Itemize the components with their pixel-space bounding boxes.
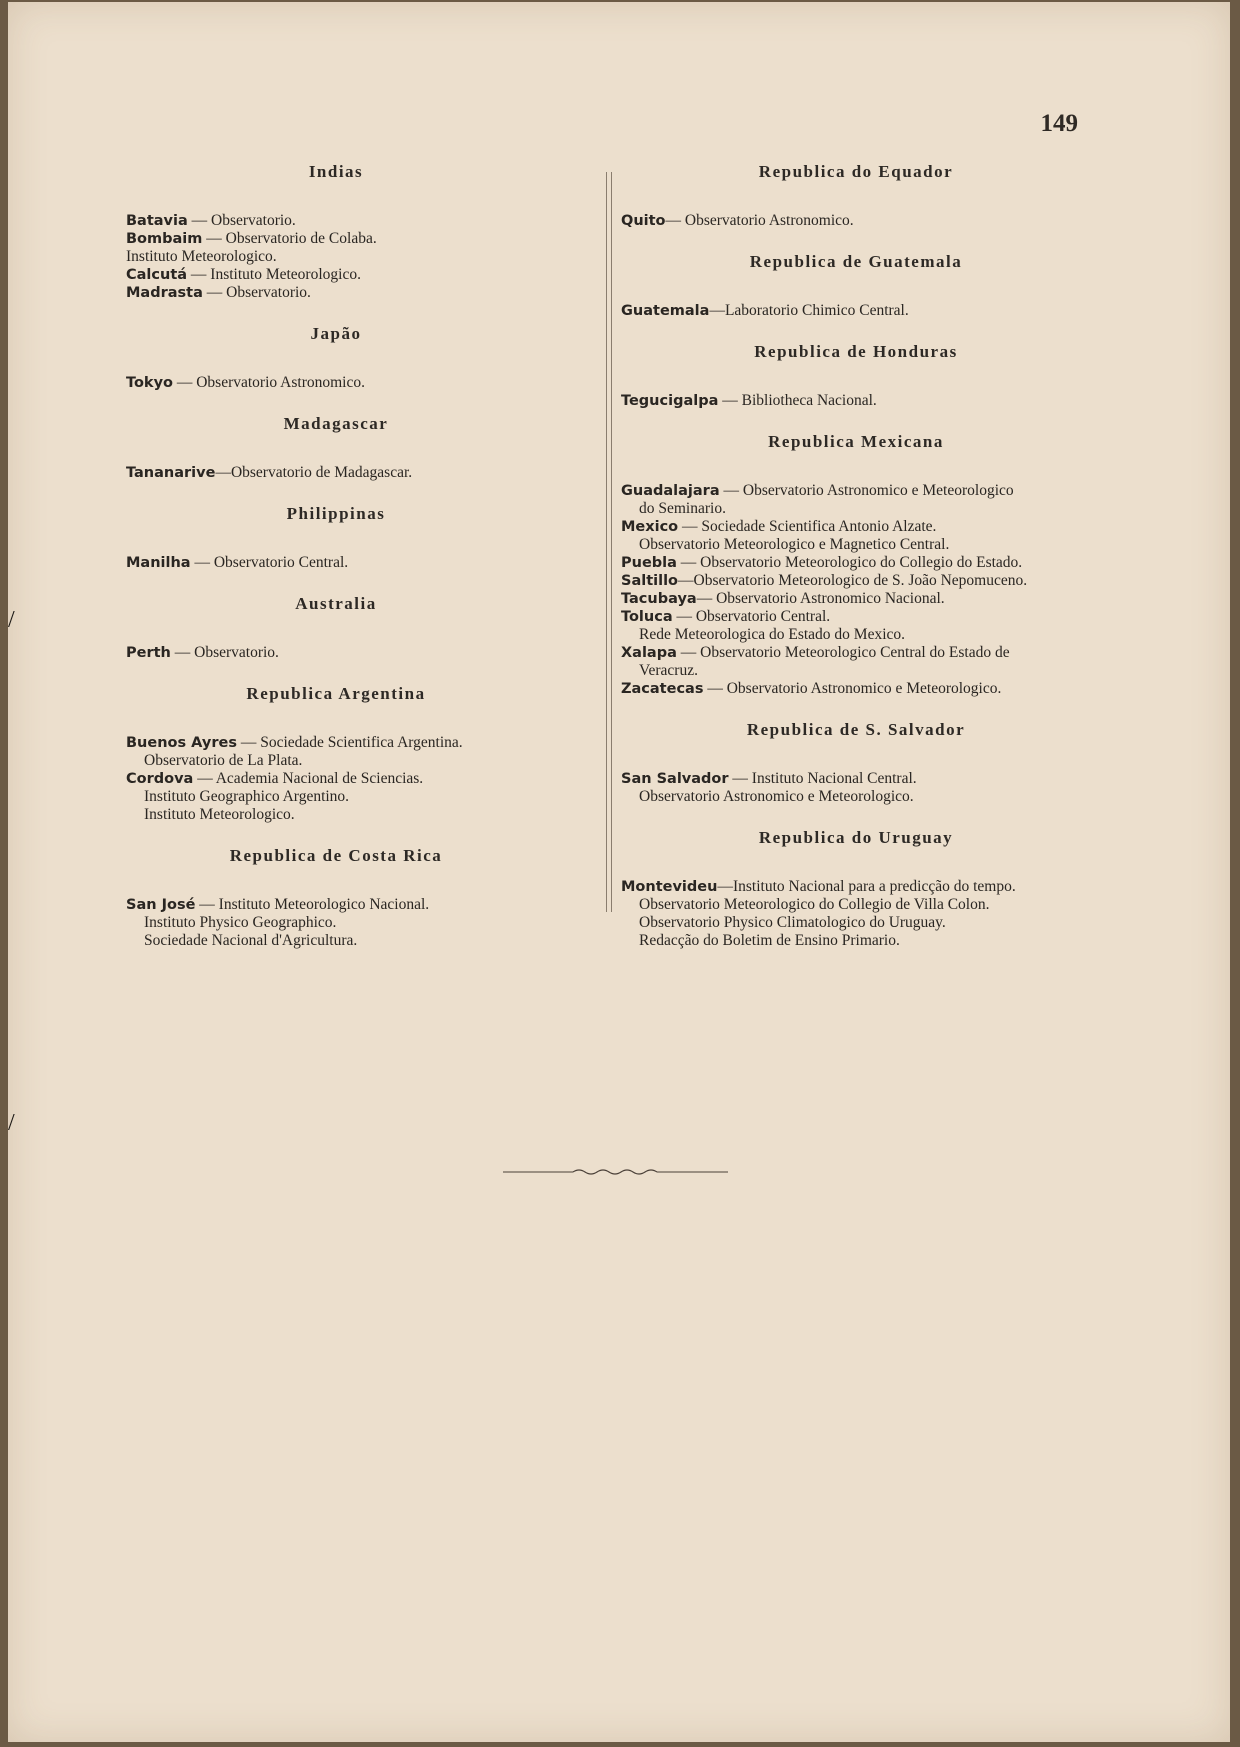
section-title: Indias (308, 162, 364, 181)
section (126, 846, 546, 950)
institution-text: Veracruz. (639, 662, 698, 679)
place-name: Madrasta (126, 285, 203, 301)
section-title: Republica Argentina (246, 684, 426, 703)
place-name: Guatemala (621, 303, 710, 319)
entry-line (621, 626, 1091, 644)
institution-text: —Instituto Nacional para a predicção do tempo. (717, 878, 1016, 895)
place-name: Perth (126, 645, 171, 661)
institution-text: — Observatorio Meteorologico do Collegio do Estado. (676, 554, 1023, 571)
document-page (8, 2, 1230, 1742)
entry-line (621, 770, 1091, 788)
entry-line (621, 608, 1091, 626)
entry-line (126, 284, 546, 302)
place-name: Cordova (126, 771, 194, 787)
place-name: Tokyo (126, 375, 173, 391)
place-name: San Salvador (621, 771, 729, 787)
section (621, 432, 1091, 698)
section (621, 720, 1091, 806)
institution-text: — Observatorio. (202, 284, 311, 301)
place-name: Montevideu (621, 879, 718, 895)
place-name: Bombaim (126, 231, 203, 247)
section (126, 162, 546, 302)
section (126, 414, 546, 482)
place-name: Saltillo (621, 573, 679, 589)
entry-line (621, 878, 1091, 896)
institution-text: — Observatorio Astronomico. (665, 212, 854, 229)
section (126, 684, 546, 824)
section (126, 594, 546, 662)
section-title: Australia (295, 594, 377, 613)
entry-line (126, 464, 546, 482)
column-divider (606, 172, 612, 912)
institution-text: — Observatorio Meteorologico Central do Estado de (676, 644, 1010, 661)
institution-text: Observatorio de La Plata. (144, 752, 303, 769)
entry-line (126, 248, 546, 266)
entry-line (621, 572, 1091, 590)
end-ornament (503, 1162, 728, 1182)
entry-line (126, 752, 546, 770)
entry-line (126, 914, 546, 932)
entry-line (621, 536, 1091, 554)
place-name: Mexico (621, 519, 679, 535)
institution-text: Observatorio Physico Climatologico do Uruguay. (639, 914, 946, 931)
entry-line (126, 734, 546, 752)
institution-text: Rede Meteorologica do Estado do Mexico. (639, 626, 906, 643)
entry-line (621, 482, 1091, 500)
entry-line (621, 662, 1091, 680)
place-name: Tacubaya (621, 591, 697, 607)
entry-line (621, 518, 1091, 536)
entry-line (621, 392, 1091, 410)
institution-text: — Sociedade Scientifica Antonio Alzate. (678, 518, 937, 535)
entry-line (126, 788, 546, 806)
entry-line (621, 932, 1091, 950)
place-name: Calcutá (126, 267, 188, 283)
institution-text: — Observatorio de Colaba. (202, 230, 377, 247)
institution-text: Redacção do Boletim de Ensino Primario. (639, 932, 900, 949)
institution-text: — Academia Nacional de Sciencias. (193, 770, 424, 787)
institution-text: Instituto Meteorologico. (126, 248, 277, 265)
institution-text: Sociedade Nacional d'Agricultura. (144, 932, 358, 949)
entry-line (621, 500, 1091, 518)
left-column (126, 162, 546, 972)
institution-text: — Instituto Nacional Central. (728, 770, 917, 787)
institution-text: Observatorio Meteorologico do Collegio de Villa Colon. (639, 896, 990, 913)
section-title: Philippinas (286, 504, 386, 523)
place-name: San José (126, 897, 196, 913)
entry-line (126, 266, 546, 284)
institution-text: — Bibliotheca Nacional. (718, 392, 877, 409)
entry-line (621, 788, 1091, 806)
institution-text: Instituto Physico Geographico. (144, 914, 337, 931)
institution-text: — Observatorio Astronomico e Meteorologico. (703, 680, 1002, 697)
entry-line (621, 302, 1091, 320)
institution-text: — Observatorio Astronomico e Meteorologico (719, 482, 1014, 499)
section (126, 504, 546, 572)
entry-line (126, 644, 546, 662)
margin-mark: / (8, 607, 15, 633)
section-title: Republica de Guatemala (749, 252, 963, 271)
section-title: Japão (310, 324, 362, 343)
section-title: Republica de Costa Rica (229, 846, 443, 865)
entry-line (126, 212, 546, 230)
section-title: Republica de S. Salvador (746, 720, 966, 739)
entry-line (621, 680, 1091, 698)
institution-text: — Observatorio. (170, 644, 279, 661)
section (621, 828, 1091, 950)
right-column (621, 162, 1091, 972)
section-title: Republica do Equador (758, 162, 954, 181)
place-name: Guadalajara (621, 483, 720, 499)
entry-line (126, 230, 546, 248)
place-name: Buenos Ayres (126, 735, 237, 751)
entry-line (126, 806, 546, 824)
entry-line (126, 932, 546, 950)
entry-line (126, 896, 546, 914)
institution-text: do Seminario. (639, 500, 726, 517)
entry-line (621, 590, 1091, 608)
margin-mark: / (8, 1110, 15, 1136)
section-title: Madagascar (283, 414, 389, 433)
entry-line (621, 914, 1091, 932)
institution-text: —Observatorio Meteorologico de S. João Nepomuceno. (678, 572, 1028, 589)
institution-text: — Observatorio Astronomico Nacional. (696, 590, 945, 607)
institution-text: —Laboratorio Chimico Central. (709, 302, 909, 319)
section-title: Republica de Honduras (754, 342, 958, 361)
place-name: Toluca (621, 609, 673, 625)
place-name: Tegucigalpa (621, 393, 719, 409)
place-name: Zacatecas (621, 681, 704, 697)
institution-text: — Observatorio. (187, 212, 296, 229)
place-name: Tananarive (126, 465, 216, 481)
place-name: Puebla (621, 555, 677, 571)
section (621, 342, 1091, 410)
entry-line (126, 554, 546, 572)
section (126, 324, 546, 392)
section-title: Republica do Uruguay (758, 828, 954, 847)
institution-text: — Sociedade Scientifica Argentina. (236, 734, 463, 751)
place-name: Xalapa (621, 645, 677, 661)
page-number: 149 (1040, 110, 1078, 137)
entry-line (126, 770, 546, 788)
institution-text: — Instituto Meteorologico. (187, 266, 361, 283)
entry-line (126, 374, 546, 392)
institution-text: Instituto Geographico Argentino. (144, 788, 350, 805)
institution-text: —Observatorio de Madagascar. (215, 464, 413, 481)
entry-line (621, 896, 1091, 914)
section (621, 162, 1091, 230)
institution-text: — Instituto Meteorologico Nacional. (195, 896, 430, 913)
place-name: Batavia (126, 213, 188, 229)
entry-line (621, 212, 1091, 230)
institution-text: — Observatorio Astronomico. (172, 374, 365, 391)
institution-text: Instituto Meteorologico. (144, 806, 295, 823)
institution-text: Observatorio Astronomico e Meteorologico. (639, 788, 914, 805)
institution-text: Observatorio Meteorologico e Magnetico Central. (639, 536, 950, 553)
place-name: Quito (621, 213, 666, 229)
place-name: Manilha (126, 555, 191, 571)
section (621, 252, 1091, 320)
institution-text: — Observatorio Central. (190, 554, 349, 571)
entry-line (621, 554, 1091, 572)
section-title: Republica Mexicana (768, 432, 944, 451)
entry-line (621, 644, 1091, 662)
institution-text: — Observatorio Central. (672, 608, 831, 625)
